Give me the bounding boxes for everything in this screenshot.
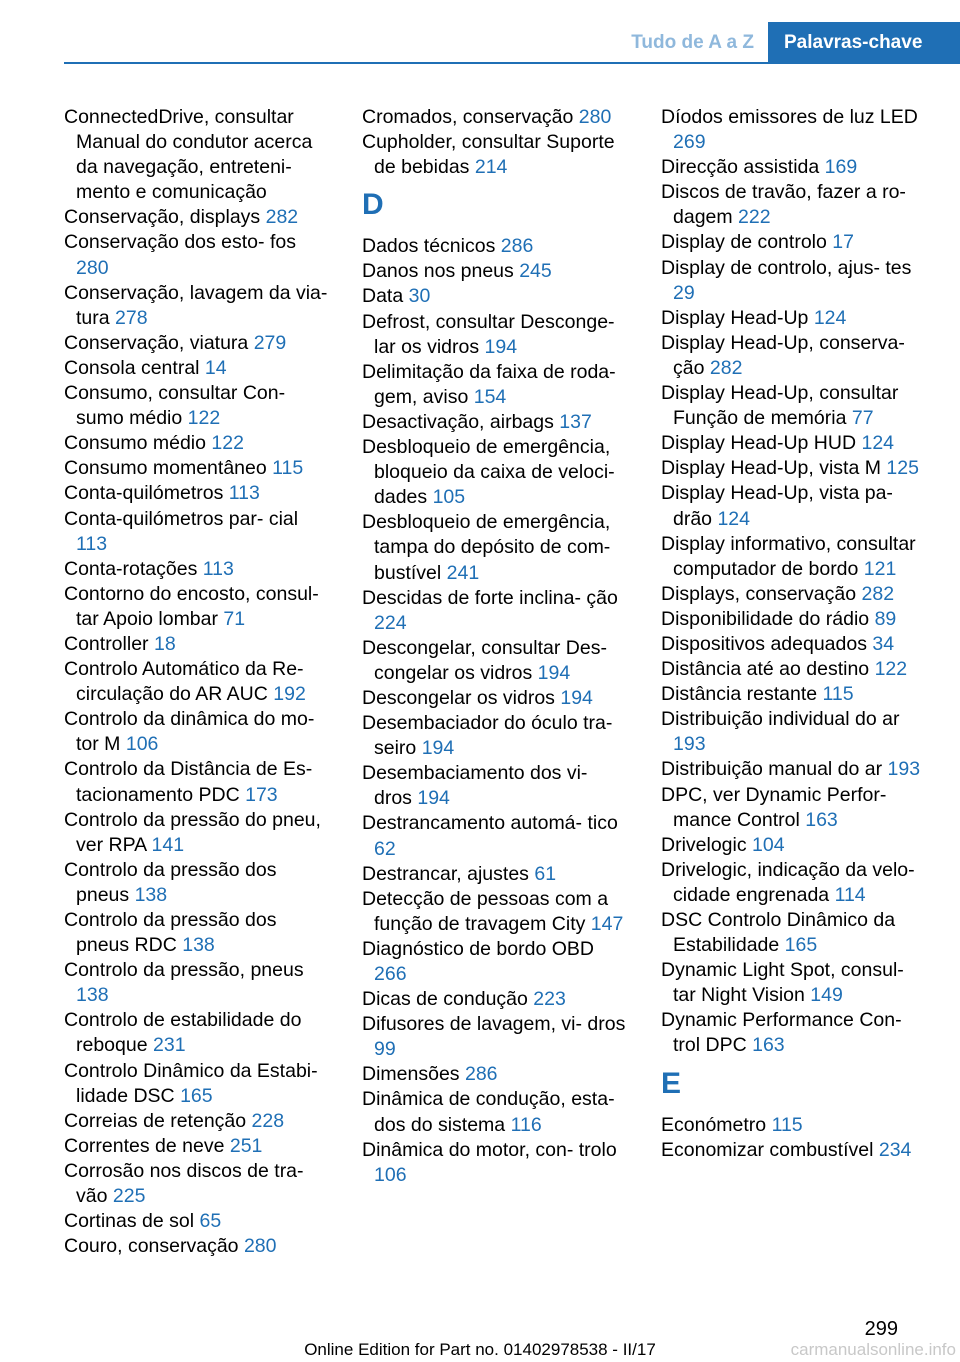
index-entry-text: Desembaciador do óculo tra‐ seiro: [362, 712, 613, 760]
index-entry: [362, 937, 630, 987]
index-page-link[interactable]: 122: [187, 407, 221, 430]
index-entry: [64, 507, 332, 557]
index-entry-text: Display Head-Up HUD: [661, 432, 857, 455]
index-entry-text: Correntes de neve: [64, 1134, 225, 1157]
index-entry: [64, 481, 332, 506]
index-entry-text: Controlo da pressão, pneus: [64, 959, 304, 982]
index-entry-text: Conservação, viatura: [64, 331, 249, 354]
index-page-link[interactable]: 231: [153, 1034, 186, 1057]
index-page-link[interactable]: 106: [374, 1163, 407, 1186]
index-entry: [661, 431, 929, 456]
index-column-1: [64, 105, 332, 1259]
index-page-link[interactable]: 194: [537, 661, 571, 684]
index-entry-text: Consumo médio: [64, 432, 206, 455]
index-entry: [362, 862, 630, 887]
index-page-link[interactable]: 165: [784, 934, 818, 957]
index-entry-text: Couro, conservação: [64, 1235, 239, 1258]
index-entry: [362, 811, 630, 861]
index-page-link[interactable]: 122: [211, 432, 244, 455]
index-entry-text: Drivelogic, indicação da velo‐ cidade engrenada: [661, 858, 915, 906]
index-page-link[interactable]: 113: [202, 557, 234, 580]
index-page-link[interactable]: 116: [510, 1113, 542, 1136]
index-page-link[interactable]: 228: [251, 1109, 285, 1132]
index-entry-text: Danos nos pneus: [362, 260, 514, 283]
index-page-link[interactable]: 115: [771, 1113, 803, 1136]
index-page-link[interactable]: 280: [76, 256, 109, 279]
index-entry-text: Dynamic Light Spot, consul‐ tar Night Vision: [661, 959, 904, 1007]
index-entry-text: Distância restante: [661, 683, 818, 706]
index-entry: [64, 205, 332, 230]
index-entry: [362, 636, 630, 686]
index-page-link[interactable]: 222: [738, 206, 771, 229]
index-entry: [64, 456, 332, 481]
index-entry: [661, 456, 929, 481]
index-page-link[interactable]: 163: [805, 808, 838, 831]
index-entry: [661, 105, 929, 155]
index-entry: [362, 987, 630, 1012]
index-page-link[interactable]: 125: [886, 457, 919, 480]
index-entry-text: Display Head-Up, vista pa‐ drão: [661, 482, 893, 530]
index-entry: [362, 130, 630, 180]
index-entry: [362, 259, 630, 284]
watermark: carmanualsonline.info: [790, 1340, 956, 1359]
index-entry-text: Conservação dos esto‐ fos: [64, 231, 296, 254]
index-page-link[interactable]: 282: [709, 356, 743, 379]
index-page-link[interactable]: 214: [474, 156, 508, 179]
index-entry: [362, 1087, 630, 1137]
index-entry-text: Dispositivos adequados: [661, 632, 867, 655]
index-entry: [64, 105, 332, 205]
index-page-link[interactable]: 266: [374, 963, 407, 985]
index-entry: [661, 230, 929, 255]
index-letter-heading: E: [661, 1066, 682, 1100]
index-entry-text: Display Head-Up, conserva‐ ção: [661, 331, 905, 379]
index-entry-text: Dimensões: [362, 1063, 460, 1086]
index-entry-text: Contorno do encosto, consul‐ tar Apoio lombar: [64, 582, 319, 630]
index-entry: [362, 761, 630, 811]
index-entry-text: DPC, ver Dynamic Perfor‐ mance Control: [661, 783, 887, 831]
index-entry: [362, 435, 630, 510]
index-entry-text: Consumo momentâneo: [64, 457, 267, 480]
index-entry: [661, 958, 929, 1008]
index-page-link[interactable]: 14: [204, 356, 227, 379]
index-entry: [362, 887, 630, 937]
index-entry: [661, 155, 929, 180]
index-entry-text: Direcção assistida: [661, 156, 820, 179]
index-page-link[interactable]: 137: [559, 410, 592, 433]
index-page-link[interactable]: 138: [134, 883, 168, 906]
index-entry-text: Corrosão nos discos de tra‐ vão: [64, 1159, 304, 1208]
index-page-link[interactable]: 282: [265, 206, 299, 229]
index-page-link[interactable]: 114: [834, 883, 866, 906]
index-entry-text: Controlo Dinâmico da Estabi‐ lidade DSC: [64, 1059, 318, 1107]
index-entry: [661, 180, 929, 230]
index-entry: [661, 381, 929, 431]
index-entry-text: Descongelar, consultar Des‐ congelar os vidros: [362, 636, 607, 684]
index-entry: [661, 632, 929, 657]
index-page-link[interactable]: 77: [851, 407, 874, 430]
index-entry-text: Detecção de pessoas com a função de travagem City: [362, 887, 609, 935]
index-entry: [64, 1008, 332, 1058]
index-entry-text: Display Head-Up: [661, 306, 809, 329]
index-entry-text: Controlo de estabilidade do reboque: [64, 1009, 302, 1057]
index-entry-text: Díodos emissores de luz LED: [661, 106, 918, 128]
index-entry-text: Destrancamento automá‐ tico: [362, 812, 618, 835]
index-page-link[interactable]: 89: [874, 607, 897, 630]
index-page-link[interactable]: 105: [432, 486, 466, 509]
index-entry-text: Correias de retenção: [64, 1109, 247, 1132]
header-tabs: [615, 22, 960, 64]
index-page-link[interactable]: 115: [272, 457, 304, 480]
index-entry-text: Dinâmica de condução, esta‐ dos do sistema: [362, 1088, 615, 1136]
index-entry-text: Controlo da Distância de Es‐ tacionamento PDC: [64, 758, 313, 806]
index-page-link[interactable]: 115: [822, 683, 854, 706]
index-entry: [64, 557, 332, 582]
index-entry: [661, 331, 929, 381]
index-page-link[interactable]: 124: [861, 432, 895, 455]
index-entry-text: Descidas de forte inclina‐ ção: [362, 586, 618, 609]
index-page-link[interactable]: 224: [374, 611, 407, 634]
index-entry: [661, 256, 929, 306]
index-entry-text: Dados técnicos: [362, 235, 496, 258]
index-page-link[interactable]: 223: [533, 988, 566, 1011]
index-entry-text: Disponibilidade do rádio: [661, 607, 870, 630]
index-entry: [64, 331, 332, 356]
index-entry: [64, 356, 332, 381]
index-page-link[interactable]: 194: [417, 787, 450, 810]
page-number: 299: [864, 1318, 898, 1340]
index-entry: [64, 582, 332, 632]
index-entry-text: Economizar combustível: [661, 1138, 874, 1161]
index-entry-text: DSC Controlo Dinâmico da Estabilidade: [661, 909, 896, 957]
index-page-link[interactable]: 147: [590, 912, 624, 935]
index-entry: [661, 783, 929, 833]
index-entry: [362, 1012, 630, 1062]
index-entry: [64, 858, 332, 908]
index-entry-text: Desbloqueio de emergência, tampa do depósito de com‐ bustível: [362, 511, 611, 584]
index-entry: [661, 657, 929, 682]
index-entry-text: Controlo da pressão dos pneus: [64, 858, 277, 906]
index-entry-text: Cortinas de sol: [64, 1210, 195, 1233]
index-page-link[interactable]: 225: [112, 1185, 146, 1208]
index-entry-text: Display Head-Up, consultar Função de memória: [661, 382, 899, 430]
index-entry-text: Dicas de condução: [362, 988, 528, 1011]
index-page-link[interactable]: 99: [374, 1038, 396, 1061]
index-entry-text: ConnectedDrive, consultar Manual do condutor acerca da navegação, entreteni‐ mento e comunicação: [64, 106, 313, 204]
index-entry-text: Difusores de lavagem, vi‐ dros: [362, 1013, 626, 1036]
index-entry: [362, 1138, 630, 1188]
header-rule: [64, 62, 960, 64]
index-entry-text: Descongelar os vidros: [362, 686, 555, 709]
index-entry-text: Distribuição manual do ar: [661, 758, 883, 781]
index-entry: [661, 306, 929, 331]
index-entry-text: Defrost, consultar Desconge‐ lar os vidros: [362, 310, 615, 358]
index-entry: [64, 431, 332, 456]
index-entry: [362, 360, 630, 410]
index-page-link[interactable]: 124: [813, 306, 847, 329]
index-page-link[interactable]: 278: [115, 306, 148, 329]
index-entry-text: Conta-quilómetros par‐ cial: [64, 507, 299, 530]
index-page-link[interactable]: 245: [519, 260, 552, 283]
index-entry-text: Delimitação da faixa de roda‐ gem, aviso: [362, 360, 616, 408]
index-entry: [661, 908, 929, 958]
index-entry: [64, 1059, 332, 1109]
index-page-link[interactable]: 280: [578, 106, 612, 128]
index-entry-text: Cupholder, consultar Suporte de bebidas: [362, 131, 615, 179]
edition-footer: Online Edition for Part no. 01402978538 - II/17: [304, 1340, 656, 1359]
index-entry-text: Controlo Automático da Re‐ circulação do AR AUC: [64, 658, 304, 706]
index-entry: [64, 1159, 332, 1209]
index-entry-text: Dinâmica do motor, con‐ trolo: [362, 1138, 617, 1161]
index-page-link[interactable]: 124: [717, 507, 750, 530]
index-page-link[interactable]: 71: [223, 607, 246, 630]
index-entry-text: Display de controlo: [661, 231, 827, 254]
index-entry: [64, 1234, 332, 1259]
index-page-link[interactable]: 65: [199, 1210, 222, 1233]
index-letter-heading: D: [362, 188, 384, 222]
index-page-link[interactable]: 113: [76, 532, 108, 555]
index-entry-text: Display informativo, consultar computador de bordo: [661, 532, 916, 580]
index-entry-text: Económetro: [661, 1113, 767, 1136]
index-entry-text: Controller: [64, 632, 149, 655]
index-entry-text: Controlo da pressão dos pneus RDC: [64, 909, 277, 957]
index-entry-text: Desbloqueio de emergência, bloqueio da caixa de veloci‐ dades: [362, 436, 615, 509]
index-entry-text: Data: [362, 285, 404, 308]
index-entry: [661, 1138, 929, 1163]
index-entry: [661, 607, 929, 632]
index-entry-text: Display de controlo, ajus‐ tes: [661, 256, 912, 279]
index-page-link[interactable]: 173: [245, 783, 278, 806]
index-page-link[interactable]: 193: [673, 733, 706, 756]
index-entry: [362, 711, 630, 761]
index-page-link[interactable]: 280: [243, 1235, 277, 1258]
index-entry-text: Conservação, lavagem da via‐ tura: [64, 281, 328, 329]
index-entry: [362, 234, 630, 259]
index-entry-text: Cromados, conservação: [362, 106, 574, 128]
index-entry-text: Conservação, displays: [64, 206, 261, 229]
index-entry: [64, 958, 332, 1008]
index-page-link[interactable]: 121: [863, 557, 897, 580]
index-entry: [362, 310, 630, 360]
index-entry-text: Destrancar, ajustes: [362, 862, 529, 885]
index-page-link[interactable]: 194: [421, 737, 455, 760]
index-page-link[interactable]: 18: [153, 632, 176, 655]
index-entry: [64, 281, 332, 331]
index-entry: [64, 632, 332, 657]
index-entry-text: Desactivação, airbags: [362, 410, 554, 433]
index-page-link[interactable]: 141: [151, 833, 185, 856]
index-entry: [362, 686, 630, 711]
index-entry: [64, 381, 332, 431]
index-entry-text: Distribuição individual do ar: [661, 708, 900, 731]
index-entry: [64, 908, 332, 958]
index-entry-text: Consola central: [64, 356, 200, 379]
tab-current[interactable]: Palavras-chave: [768, 22, 960, 64]
index-entry-text: Conta-rotações: [64, 557, 198, 580]
index-page-link[interactable]: 282: [861, 582, 895, 605]
index-entry: [64, 1134, 332, 1159]
index-entry: [64, 657, 332, 707]
index-entry: [661, 858, 929, 908]
index-page-link[interactable]: 113: [228, 482, 260, 505]
index-page-link[interactable]: 154: [473, 385, 507, 408]
index-entry-text: Consumo, consultar Con‐ sumo médio: [64, 382, 286, 430]
index-entry-text: Diagnóstico de bordo OBD: [362, 937, 594, 960]
index-entry: [661, 1113, 929, 1138]
index-entry-text: Distância até ao destino: [661, 658, 870, 681]
index-page-link[interactable]: 286: [500, 235, 534, 258]
index-page-link[interactable]: 279: [253, 331, 287, 354]
index-page-link[interactable]: 30: [408, 285, 431, 308]
index-entry: [362, 105, 630, 130]
index-entry-text: Controlo da pressão do pneu, ver RPA: [64, 808, 321, 856]
index-page-link[interactable]: 138: [76, 984, 109, 1007]
index-column-3: [661, 105, 929, 1163]
index-entry: [661, 582, 929, 607]
index-page-link[interactable]: 62: [374, 837, 396, 860]
index-page-link[interactable]: 234: [878, 1138, 912, 1161]
index-page-link[interactable]: 165: [180, 1084, 213, 1107]
index-entry: [64, 1109, 332, 1134]
index-entry: [362, 586, 630, 636]
index-page-link[interactable]: 34: [872, 632, 895, 655]
index-entry-text: Displays, conservação: [661, 582, 857, 605]
index-page-link[interactable]: 194: [560, 686, 593, 709]
index-page-link[interactable]: 193: [887, 758, 921, 781]
index-entry: [661, 707, 929, 757]
index-entry-text: Drivelogic: [661, 833, 747, 856]
index-page-link[interactable]: 192: [273, 683, 306, 706]
index-entry: [362, 284, 630, 309]
index-entry: [362, 510, 630, 585]
index-page-link[interactable]: 104: [752, 833, 785, 856]
index-page-link[interactable]: 29: [673, 281, 695, 304]
index-page-link[interactable]: 122: [874, 658, 908, 681]
index-page-link[interactable]: 61: [534, 862, 557, 885]
index-entry: [661, 532, 929, 582]
index-page-link[interactable]: 106: [125, 733, 159, 756]
index-page-link[interactable]: 241: [446, 561, 480, 584]
index-entry-text: Desembaciamento dos vi‐ dros: [362, 762, 588, 810]
index-entry: [661, 833, 929, 858]
index-entry: [362, 410, 630, 435]
index-entry: [64, 808, 332, 858]
index-page-link[interactable]: 251: [229, 1134, 263, 1157]
index-page-link[interactable]: 138: [182, 934, 215, 957]
index-page-link[interactable]: 17: [832, 231, 854, 254]
index-page-link[interactable]: 169: [824, 156, 858, 179]
index-entry-text: Conta-quilómetros: [64, 482, 224, 505]
index-entry: [362, 1062, 630, 1087]
index-page-link[interactable]: 149: [810, 984, 843, 1007]
index-page-link[interactable]: 286: [464, 1063, 498, 1086]
index-page-link[interactable]: 194: [484, 335, 518, 358]
index-entry: [64, 707, 332, 757]
index-entry-text: Controlo da dinâmica do mo‐ tor M: [64, 708, 315, 756]
index-entry: [64, 1209, 332, 1234]
index-entry-text: Discos de travão, fazer a ro‐ dagem: [661, 181, 906, 229]
tab-section[interactable]: Tudo de A a Z: [631, 32, 754, 53]
index-entry: [64, 757, 332, 807]
index-column-2: [362, 105, 630, 1188]
index-entry: [661, 682, 929, 707]
index-entry-text: Dynamic Performance Con‐ trol DPC: [661, 1009, 902, 1057]
index-entry: [661, 481, 929, 531]
index-entry: [64, 230, 332, 280]
index-entry-text: Display Head-Up, vista M: [661, 457, 881, 480]
index-entry: [661, 757, 929, 782]
index-page-link[interactable]: 163: [752, 1034, 785, 1057]
index-entry: [661, 1008, 929, 1058]
index-page-link[interactable]: 269: [673, 131, 706, 154]
